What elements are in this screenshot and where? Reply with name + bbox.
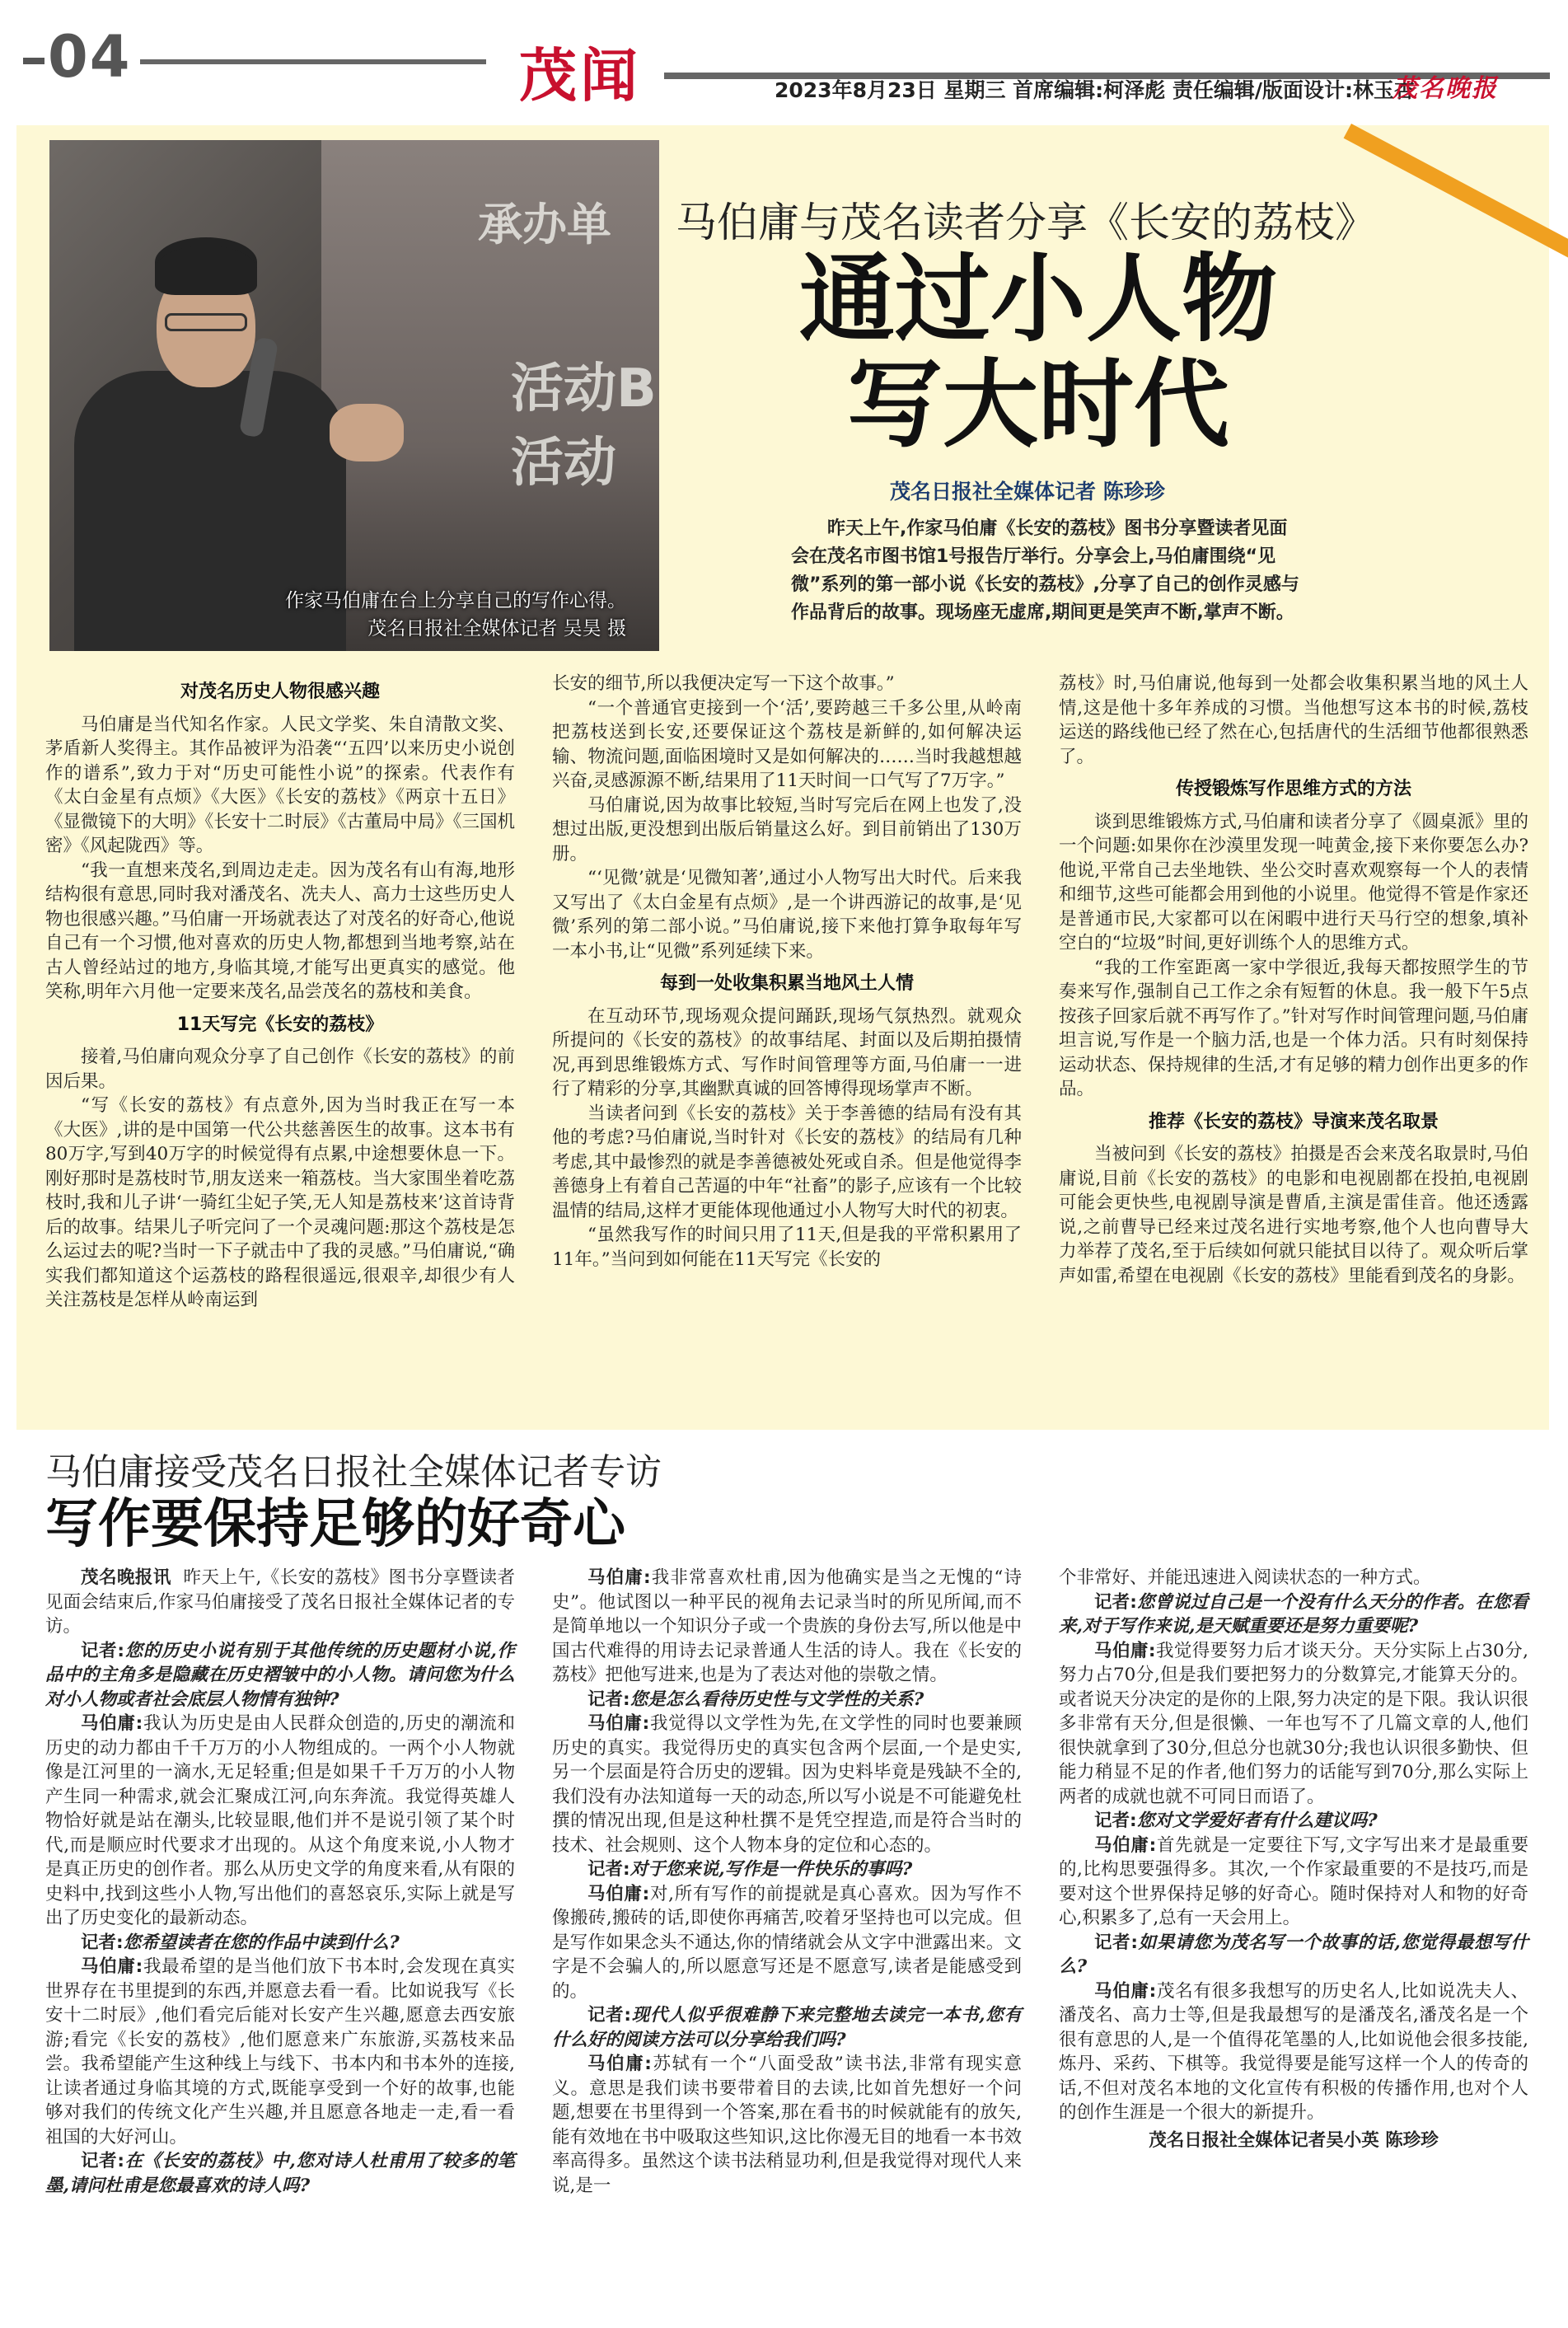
question	[45, 1931, 515, 1956]
subheading: 推荐《长安的荔枝》导演来茂名取景	[1148, 1111, 1439, 1132]
photo-banner-text: 活动B	[511, 358, 657, 419]
question-text: 对于您来说,写作是一件快乐的事吗?	[630, 1859, 913, 1880]
paragraph: 谈到思维锻炼方式,马伯庸和读者分享了《圆桌派》里的一个问题:如果你在沙漠里发现一吨黄金,接下来你要怎么办?他说,平常自己去坐地铁、坐公交时喜欢观察每一个人的表情和细节,这些可能都会用到他的小说里。他觉得不管是作家还是普通市民,大家都可以在闲暇中进行天马行空的想象,填补空白的“垃圾”时间,更好训练个人的思维方式。	[1059, 811, 1528, 953]
question-text: 您的历史小说有别于其他传统的历史题材小说,作品中的主角多是隐藏在历史褶皱中的小人物。请问您为什么对小人物或者社会底层人物情有独钟?	[45, 1640, 515, 1710]
answer	[45, 1712, 515, 1931]
answer	[1059, 1979, 1528, 2125]
photo-banner-text: 活动	[511, 433, 616, 494]
paragraph: “写《长安的荔枝》有点意外,因为当时我正在写一本《大医》,讲的是中国第一代公共慈善医生的故事。这本书有80万字,写到40万字的时候觉得有点累,中途想要休息一下。刚好那时是荔枝时节,朋友送来一箱荔枝。当大家围坐着吃荔枝时,我和儿子讲‘一骑红尘妃子笑,无人知是荔枝来’这首诗背后的故事。结果儿子听完问了一个灵魂问题:那这个荔枝是怎么运过去的呢?当时一下子就击中了我的灵感。”马伯庸说,“确实我们都知道这个运荔枝的路程很遥远,很艰辛,却很少有人关注荔枝是怎样从岭南运到	[45, 1095, 515, 1310]
page-header	[0, 0, 1568, 124]
speaker-label: 记者:	[1094, 1932, 1138, 1953]
paragraph: “一个普通官吏接到一个‘活’,要跨越三千多公里,从岭南把荔枝送到长安,还要保证这个荔枝是新鲜的,如何解决运输、物流问题,面临困境时又是如何解决的……当时我越想越兴奋,灵感源源不断,结果用了11天时间一口气写了7万字。”	[552, 697, 1022, 791]
question	[552, 1688, 1022, 1712]
speaker-hand	[330, 404, 404, 461]
newspaper-logo: 茂名晚报	[1392, 74, 1498, 103]
article1-lead: 昨天上午,作家马伯庸《长安的荔枝》图书分享暨读者见面会在茂名市图书馆1号报告厅举行。分享会上,马伯庸围绕“见微”系列的第一部小说《长安的荔枝》,分享了自己的创作灵感与作品背后的故事。现场座无虚席,期间更是笑声不断,掌声不断。	[791, 518, 1299, 623]
answer-text: 首先就是一定要往下写,文字写出来才是最重要的,比构思要强得多。其次,一个作家最重要的不是技巧,而是要对这个世界保持足够的好奇心。随时保持对人和物的好奇心,积累多了,总有一天会用上。	[1059, 1834, 1528, 1928]
paragraph: “‘见微’就是‘见微知著’,通过小人物写出大时代。后来我又写出了《太白金星有点烦》,是一个讲西游记的故事,是‘见微’系列的第二部小说。”马伯庸说,接下来他打算争取每年写一本小书,让“见微”系列延续下来。	[552, 868, 1022, 962]
question-text: 如果请您为茂名写一个故事的话,您觉得最想写什么?	[1059, 1932, 1528, 1977]
question-text: 现代人似乎很难静下来完整地去读完一本书,您有什么好的阅读方法可以分享给我们吗?	[552, 2005, 1022, 2050]
answer	[1059, 1834, 1528, 1931]
question	[1059, 1590, 1528, 1639]
article2-title: 写作要保持足够的好奇心	[45, 1494, 625, 1555]
question-text: 在《长安的荔枝》中,您对诗人杜甫用了较多的笔墨,请问杜甫是您最喜欢的诗人吗?	[45, 2151, 515, 2196]
answer	[552, 2052, 1022, 2198]
caption-credit: 茂名日报社全媒体记者 吴昊 摄	[367, 618, 626, 639]
question	[45, 1639, 515, 1712]
section-name: 茂闻	[519, 41, 641, 110]
answer-text: 对,所有写作的前提就是真心喜欢。因为写作不像搬砖,搬砖的话,即使你再痛苦,咬着牙坚持也可以完成。但是写作如果念头不通达,你的情绪就会从文字中泄露出来。文字是不会骗人的,所以愿意写还是不愿意写,读者是能感受到的。	[552, 1883, 1022, 2002]
title-line: 通过小人物	[799, 244, 1277, 355]
speaker-label: 马伯庸:	[1094, 1640, 1156, 1661]
article1-title	[742, 244, 1335, 461]
question-text: 您是怎么看待历史性与文学性的关系?	[630, 1689, 924, 1710]
speaker-label: 马伯庸:	[81, 1713, 143, 1734]
paragraph: “我一直想来茂名,到周边走走。因为茂名有山有海,地形结构很有意思,同时我对潘茂名、冼夫人、高力士这些历史人物也很感兴趣。”马伯庸一开场就表达了对茂名的好奇心,他说自己有一个习惯,他对喜欢的历史人物,都想到当地考察,站在古人曾经站过的地方,身临其境,才能写出更真实的感觉。他笑称,明年六月他一定要来茂名,品尝茂名的荔枝和美食。	[45, 860, 515, 1002]
answer	[552, 1566, 1022, 1688]
article2-credit: 茂名日报社全媒体记者吴小英 陈珍珍	[1149, 2129, 1439, 2151]
photo-caption	[49, 587, 659, 643]
answer-text: 我非常喜欢杜甫,因为他确实是当之无愧的“诗史”。他试图以一种平民的视角去记录当时的所见所闻,而不是简单地以一个知识分子或一个贵族的身份去写,所以他是中国古代难得的用诗去记录普通人生活的诗人。我在《长安的荔枝》把他写进来,也是为了表达对他的崇敬之情。	[552, 1567, 1022, 1685]
speaker-glasses	[165, 313, 247, 331]
title-line: 写大时代	[847, 349, 1229, 461]
speaker-label: 马伯庸:	[587, 1883, 650, 1904]
paragraph: “虽然我写作的时间只用了11天,但是我的平常积累用了11年。”当问到如何能在11天写完《长安的	[552, 1225, 1022, 1270]
subheading: 每到一处收集积累当地风土人情	[659, 973, 914, 994]
speaker-label: 马伯庸:	[587, 1713, 650, 1734]
news-tag: 茂名晚报讯	[81, 1567, 171, 1588]
photo-banner-text: 承办单	[478, 199, 611, 251]
subheading: 11天写完《长安的荔枝》	[176, 1014, 384, 1035]
caption-text: 作家马伯庸在台上分享自己的写作心得。	[285, 590, 626, 611]
subheading: 传授锻炼写作思维方式的方法	[1175, 779, 1411, 799]
speaker-label: 记者:	[587, 1689, 630, 1710]
paragraph: 接着,马伯庸向观众分享了自己创作《长安的荔枝》的前因后果。	[45, 1047, 515, 1092]
speaker-hair	[155, 246, 257, 295]
paragraph	[45, 1566, 515, 1639]
question	[1059, 1931, 1528, 1979]
speaker-label: 马伯庸:	[587, 1567, 651, 1588]
speaker-label: 记者:	[587, 1859, 630, 1880]
answer	[45, 1955, 515, 2149]
answer-text: 我最希望的是当他们放下书本时,会发现在真实世界存在书里提到的东西,并愿意去看一看。比如说我写《长安十二时辰》,他们看完后能对长安产生兴趣,愿意去西安旅游;看完《长安的荔枝》,他们愿意来广东旅游,买荔枝来品尝。我希望能产生这种线上与线下、书本内和书本外的连接,让读者通过身临其境的方式,既能享受到一个好的故事,也能够对我们的传统文化产生兴趣,并且愿意各地走一走,看一看祖国的大好河山。	[45, 1956, 515, 2148]
article2-kicker: 马伯庸接受茂名日报社全媒体记者专访	[45, 1451, 662, 1493]
paragraph: 马伯庸说,因为故事比较短,当时写完后在网上也发了,没想过出版,更没想到出版后销量这么好。到目前销出了130万册。	[552, 794, 1022, 864]
header-rule-left	[140, 59, 486, 64]
answer-text: 我觉得以文学性为先,在文学性的同时也要兼顾历史的真实。我觉得历史的真实包含两个层面,一个是史实,另一个层面是符合历史的逻辑。因为史料毕竟是残缺不全的,我们没有办法知道每一天的动态,所以写小说是不可能避免杜撰的情况出现,但是这种杜撰不是凭空捏造,而是符合当时的技术、社会规则、这个人物本身的定位和心态的。	[552, 1713, 1022, 1856]
article2-column-3	[1059, 1566, 1528, 2152]
issue-info: 2023年8月23日 星期三 首席编辑:柯泽彪 责任编辑/版面设计:林玉杏	[775, 78, 1416, 102]
speaker-label: 记者:	[81, 2151, 124, 2171]
question	[552, 2003, 1022, 2052]
answer-text: 我认为历史是由人民群众创造的,历史的潮流和历史的动力都由千千万万的小人物组成的。一两个小人物就像是江河里的一滴水,无足轻重;但是如果千千万万的小人物产生同一种需求,就会汇聚成江河,向东奔流。我觉得英雄人物恰好就是站在潮头,比较显眼,他们并不是说引领了某个时代,而是顺应时代要求才出现的。从这个角度来说,小人物才是真正历史的创作者。那么从历史文学的角度来看,从有限的史料中,找到这些小人物,写出他们的喜怒哀乐,实际上就是写出了历史变化的最新动态。	[45, 1713, 515, 1928]
speaker-label: 记者:	[81, 1640, 124, 1661]
speaker-label: 马伯庸:	[1094, 1980, 1157, 2002]
article2-column-2	[552, 1566, 1022, 2198]
article1-column-1	[45, 672, 515, 1313]
speaker-label: 马伯庸:	[81, 1956, 143, 1977]
paragraph: 当读者问到《长安的荔枝》关于李善德的结局有没有其他的考虑?马伯庸说,当时针对《长安的荔枝》的结局有几种考虑,其中最惨烈的就是李善德被处死或自杀。但是他觉得李善德身上有着自己苦逼的中年“社畜”的影子,应该有一个比较温情的结局,这样才更能体现他通过小人物写大时代的初衷。	[552, 1103, 1022, 1221]
speaker-label: 记者:	[81, 1932, 124, 1953]
article1-column-3	[1059, 672, 1528, 1288]
paragraph: 在互动环节,现场观众提问踊跃,现场气氛热烈。就观众所提问的《长安的荔枝》的故事结尾、封面以及后期拍摄情况,再到思维锻炼方式、写作时间管理等方面,马伯庸一一进行了精彩的分享,其幽默真诚的回答博得现场掌声不断。	[552, 1005, 1022, 1099]
article1-byline: 茂名日报社全媒体记者 陈珍珍	[890, 480, 1165, 504]
answer	[552, 1712, 1022, 1857]
question-text: 您曾说过自己是一个没有什么天分的作者。在您看来,对于写作来说,是天赋重要还是努力重要呢?	[1059, 1591, 1528, 1637]
paragraph: “我的工作室距离一家中学很近,我每天都按照学生的节奏来写作,强制自己工作之余有短暂的休息。我一般下午5点按孩子回家后就不再写作了。”针对写作时间管理问题,马伯庸坦言说,写作是一个脑力活,也是一个体力活。只有时刻保持运动状态、保持规律的生活,才有足够的精力创作出更多的作品。	[1059, 957, 1528, 1099]
paragraph: 当被问到《长安的荔枝》拍摄是否会来茂名取景时,马伯庸说,目前《长安的荔枝》的电影和电视剧都在投拍,电视剧可能会更快些,电视剧导演是曹盾,主演是雷佳音。他还透露说,之前曹导已经来过茂名进行实地考察,他个人也向曹导大力举荐了茂名,至于后续如何就只能拭目以待了。观众听后掌声如雷,希望在电视剧《长安的荔枝》里能看到茂名的身影。	[1059, 1144, 1528, 1286]
speaker-label: 马伯庸:	[1094, 1834, 1157, 1856]
question	[1059, 1809, 1528, 1834]
speaker-label: 记者:	[1094, 1810, 1137, 1831]
answer-continued: 个非常好、并能迅速进入阅读状态的一种方式。	[1059, 1567, 1431, 1588]
question	[45, 2149, 515, 2198]
subheading: 对茂名历史人物很感兴趣	[180, 682, 380, 702]
article2-column-1	[45, 1566, 515, 2198]
paragraph: 马伯庸是当代知名作家。人民文学奖、朱自清散文奖、茅盾新人奖得主。其作品被评为沿袭“‘五四’以来历史小说创作的谱系”,致力于对“历史可能性小说”的探索。代表作有《太白金星有点烦》《大医》《长安的荔枝》《两京十五日》《显微镜下的大明》《长安十二时辰》《古董局中局》《三国机密》《风起陇西》等。	[45, 714, 515, 856]
article1-column-2	[552, 672, 1022, 1272]
answer	[1059, 1639, 1528, 1810]
paragraph: 荔枝》时,马伯庸说,他每到一处都会收集积累当地的风土人情,这是他十多年养成的习惯。当他想写这本书的时候,荔枝运送的路线他已经了然在心,包括唐代的生活细节他都很熟悉了。	[1059, 673, 1528, 767]
lead-text: 昨天上午,《长安的荔枝》图书分享暨读者见面会结束后,作家马伯庸接受了茂名日报社全媒体记者的专访。	[45, 1567, 516, 1637]
decorative-stripe	[1351, 124, 1549, 305]
article1-photo	[49, 140, 659, 651]
answer-text: 茂名有很多我想写的历史名人,比如说冼夫人、潘茂名、高力士等,但是我最想写的是潘茂名,潘茂名是一个很有意思的人,是一个值得花笔墨的人,比如说他会很多技能,炼丹、采药、下棋等。我觉得要是能写这样一个人的传奇的话,不但对茂名本地的文化宣传有积极的传播作用,也对个人的创作生涯是一个很大的新提升。	[1059, 1980, 1528, 2123]
article1-kicker: 马伯庸与茂名读者分享《长安的荔枝》	[676, 199, 1376, 246]
speaker-label: 记者:	[587, 2005, 631, 2026]
speaker-label: 马伯庸:	[587, 2054, 652, 2074]
paragraph: 长安的细节,所以我便决定写一下这个故事。”	[552, 673, 895, 694]
answer-text: 苏轼有一个“八面受敌”读书法,非常有现实意义。意思是我们读书要带着目的去读,比如首先想好一个问题,想要在书里得到一个答案,那在看书的时候就能有的放矢,能有效地在书中吸取这些知识,这比你漫无目的地看一本书效率高得多。虽然这个读书法稍显功利,但是我觉得对现代人来说,是一	[552, 2054, 1022, 2196]
question-text: 您希望读者在您的作品中读到什么?	[123, 1932, 400, 1953]
answer	[552, 1882, 1022, 2004]
answer-text: 我觉得要努力后才谈天分。天分实际上占30分,努力占70分,但是我们要把努力的分数算完,才能算天分的。或者说天分决定的是你的上限,努力决定的是下限。我认识很多非常有天分,但是很懒、一年也写不了几篇文章的人,他们很快就拿到了30分,但总分也就30分;我也认识很多勤快、但能力稍显不足的作者,他们努力的话能写到70分,那么实际上两者的成就也就不可同日而语了。	[1059, 1640, 1528, 1807]
question-text: 您对文学爱好者有什么建议吗?	[1136, 1810, 1378, 1831]
page-number: 04	[23, 23, 131, 91]
question	[552, 1857, 1022, 1882]
speaker-label: 记者:	[1094, 1591, 1137, 1613]
